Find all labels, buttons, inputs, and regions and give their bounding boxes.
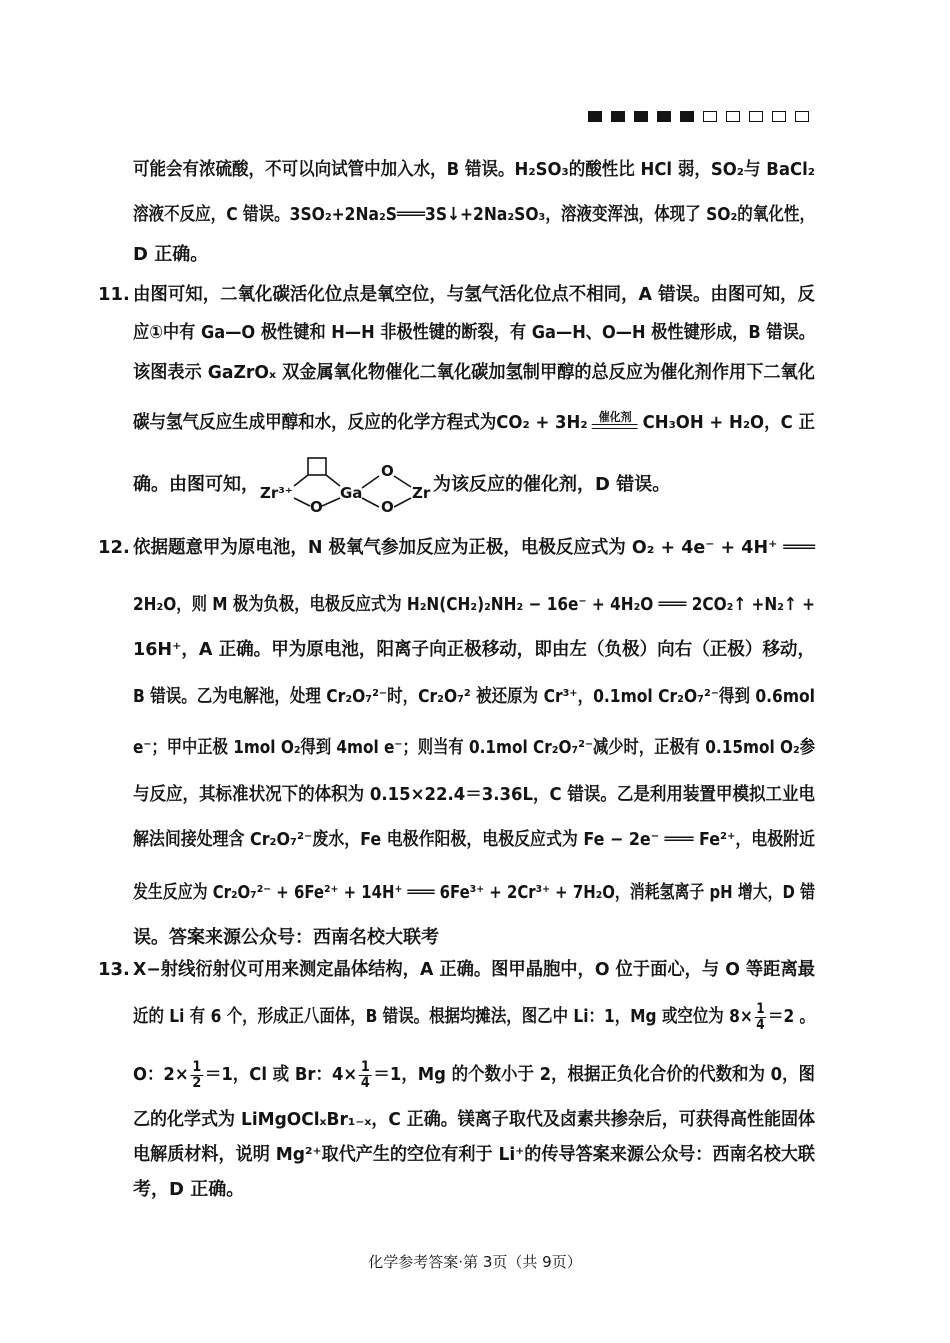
text-segment: ＝2 。 — [768, 1006, 815, 1027]
structure-line — [133, 454, 815, 516]
text-line: 依据题意甲为原电池，N 极氧气参加反应为正极，电极反应式为 O₂ + 4e⁻ + 4H⁺ ═══ — [133, 537, 815, 558]
text-line: 考，D 正确。 — [133, 1179, 245, 1200]
o-bridge-label: O — [310, 498, 323, 516]
page-progress-indicator — [588, 111, 809, 122]
text-line: 乙的化学式为 LiMgOClₓBr₁₋ₓ，C 正确。镁离子取代及卤素共掺杂后，可获得高性能固体 — [133, 1109, 815, 1130]
ga-label: Ga — [340, 484, 363, 502]
zr-right-label: Zr — [412, 484, 431, 502]
equation-text: 碳与氢气反应生成甲醇和水，反应的化学方程式为CO₂ + 3H₂ — [133, 412, 588, 433]
text-line: 误。答案来源公众号：西南名校大联考 — [133, 927, 439, 948]
o-bottom-label: O — [381, 498, 394, 516]
progress-square-filled — [680, 111, 694, 122]
text-line: B 错误。乙为电解池，处理 Cr₂O₇²⁻时，Cr₂O₇² 被还原为 Cr³⁺，0.1mol Cr₂O₇²⁻得到 0.6mol — [133, 686, 815, 707]
text-line: 应①中有 Ga—O 极性键和 H—H 非极性键的断裂，有 Ga—H、O—H 极性键形成，B 错误。 — [133, 322, 815, 343]
question-number: 12. — [98, 537, 130, 558]
fraction — [359, 1060, 372, 1091]
text-line: e⁻；甲中正极 1mol O₂得到 4mol e⁻；则当有 0.1mol Cr₂O₇²⁻减少时，正极有 0.15mol O₂参 — [133, 737, 815, 758]
progress-square-empty — [749, 111, 763, 122]
fraction-numerator: 1 — [360, 1058, 370, 1075]
text-line: 该图表示 GaZrOₓ 双金属氧化物催化二氧化碳加氢制甲醇的总反应为催化剂作用下二氧化 — [133, 362, 815, 383]
text-line: 发生反应为 Cr₂O₇²⁻ + 6Fe²⁺ + 14H⁺ ═══ 6Fe³⁺ + 2Cr³⁺ + 7H₂O，消耗氢离子 pH 增大，D 错 — [133, 882, 815, 903]
page-footer: 化学参考答案·第 3页（共 9页） — [368, 1253, 582, 1271]
bond-line — [394, 498, 411, 507]
progress-square-empty — [726, 111, 740, 122]
bond-line — [394, 476, 411, 487]
fraction-denominator: 4 — [756, 1016, 765, 1033]
bond-line — [322, 498, 340, 506]
text-line: 16H⁺，A 正确。甲为原电池，阳离子向正极移动，即由左（负极）向右（正极）移动， — [133, 639, 815, 660]
text-line: D 正确。 — [133, 244, 209, 265]
text-line: 2H₂O，则 M 极为负极，电极反应式为 H₂N(CH₂)₂NH₂ − 16e⁻ + 4H₂O ═══ 2CO₂↑ +N₂↑ + — [133, 594, 815, 615]
text-segment: O：2× — [133, 1064, 189, 1085]
fraction — [754, 1002, 766, 1033]
text-line — [133, 1057, 815, 1093]
catalyst-structure-diagram — [260, 454, 432, 516]
fraction-numerator: 1 — [756, 1000, 765, 1017]
text-line: 可能会有浓硫酸，不可以向试管中加入水，B 错误。H₂SO₃的酸性比 HCl 弱，SO₂与 BaCl₂ — [133, 159, 815, 180]
fraction-denominator: 2 — [192, 1074, 202, 1091]
text-line: 与反应，其标准状况下的体积为 0.15×22.4＝3.36L，C 错误。乙是利用装置甲模拟工业电 — [133, 784, 815, 805]
o-top-label: O — [381, 462, 394, 480]
bond-line — [362, 476, 379, 488]
progress-square-empty — [795, 111, 809, 122]
text-line: 电解质材料，说明 Mg²⁺取代产生的空位有利于 Li⁺的传导答案来源公众号：西南名校大联 — [133, 1144, 815, 1165]
reaction-condition — [592, 411, 638, 429]
catalyst-label: 催化剂 — [598, 410, 632, 424]
fraction — [191, 1060, 204, 1091]
text-segment: 近的 Li 有 6 个，形成正八面体，B 错误。根据均摊法，图乙中 Li：1，Mg 或空位为 8× — [133, 1006, 753, 1027]
text-segment: ＝1，Cl 或 Br：4× — [204, 1064, 358, 1085]
equation-text: CH₃OH + H₂O，C 正 — [642, 412, 815, 433]
bond-line — [294, 475, 308, 486]
equation-line — [133, 406, 815, 440]
text-segment: 为该反应的催化剂，D 错误。 — [433, 474, 671, 495]
bond-line — [326, 475, 340, 486]
fraction-denominator: 4 — [360, 1074, 370, 1091]
progress-square-filled — [657, 111, 671, 122]
fraction-numerator: 1 — [192, 1058, 202, 1075]
zr-left-label: Zr³⁺ — [260, 484, 293, 502]
progress-square-filled — [611, 111, 625, 122]
bond-line — [294, 498, 310, 506]
equals-bar — [592, 424, 638, 429]
bond-line — [362, 498, 379, 507]
text-segment: ＝1，Mg 的个数小于 2，根据正负化合价的代数和为 0，图 — [373, 1064, 815, 1085]
progress-square-empty — [772, 111, 786, 122]
text-line: X−射线衍射仪可用来测定晶体结构，A 正确。图甲晶胞中，O 位于面心，与 O 等距离最 — [133, 959, 815, 980]
progress-square-filled — [634, 111, 648, 122]
progress-square-empty — [703, 111, 717, 122]
text-line: 解法间接处理含 Cr₂O₇²⁻废水，Fe 电极作阳极，电极反应式为 Fe − 2e⁻ ═══ Fe²⁺，电极附近 — [133, 829, 815, 850]
text-line — [133, 999, 815, 1035]
text-segment: 确。由图可知， — [133, 474, 259, 495]
progress-square-filled — [588, 111, 602, 122]
question-number: 13. — [98, 959, 130, 980]
question-number: 11. — [98, 284, 130, 305]
text-line: 溶液不反应，C 错误。3SO₂+2Na₂S═══3S↓+2Na₂SO₃，溶液变浑浊，体现了 SO₂的氧化性， — [133, 204, 815, 225]
oxygen-vacancy-square — [308, 458, 326, 475]
text-line: 由图可知，二氧化碳活化位点是氧空位，与氢气活化位点不相同，A 错误。由图可知，反 — [133, 284, 815, 305]
